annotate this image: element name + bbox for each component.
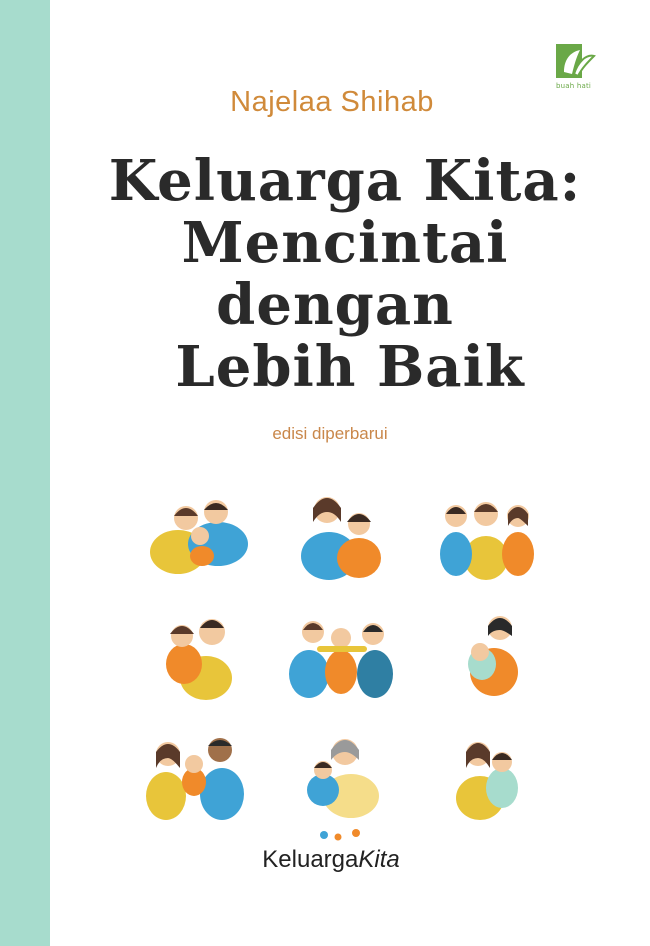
mother-hug-child-illustration — [428, 724, 548, 824]
brand-dots-icon — [316, 828, 376, 842]
title-line-4: Lebih Baik — [175, 334, 525, 400]
edition-label: edisi diperbarui — [272, 424, 388, 443]
three-children-illustration — [428, 482, 548, 582]
family-hug-illustration — [138, 482, 258, 582]
parents-baby-illustration — [138, 724, 258, 824]
title-line-1: Keluarga Kita: — [108, 148, 582, 214]
brand-logo-text — [0, 846, 650, 874]
title-line-3: dengan — [216, 272, 454, 338]
title-line-2: Mencintai — [181, 210, 509, 276]
book-spine — [0, 0, 50, 946]
mother-child-illustration — [283, 482, 403, 582]
mother-baby-illustration — [428, 602, 548, 702]
brand-part-1: Keluarga — [262, 846, 359, 873]
grandmother-child-illustration — [283, 724, 403, 824]
parent-hug-child-illustration — [138, 602, 258, 702]
book-title — [50, 150, 650, 398]
author-name: Najelaa Shihab — [230, 86, 434, 118]
illustration-grid — [138, 482, 548, 832]
publisher-name: buah hati — [556, 82, 592, 90]
group-hug-illustration — [283, 602, 403, 702]
brand-part-2: Kita — [358, 846, 400, 873]
